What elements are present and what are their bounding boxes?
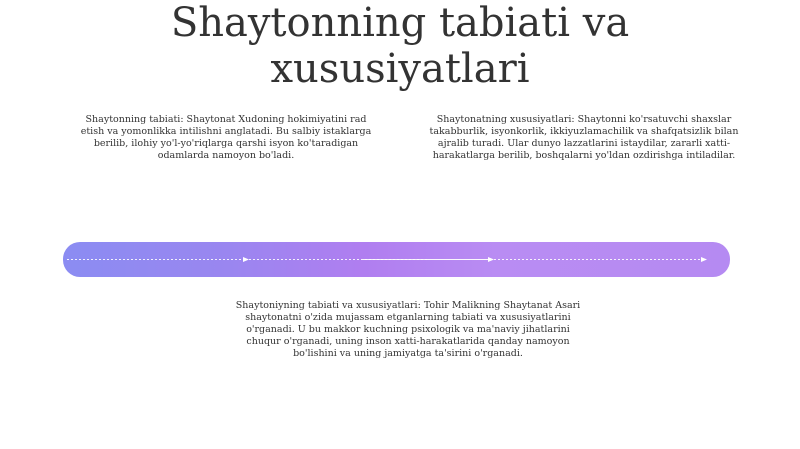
- text-block-nature: Shaytonning tabiati: Shaytonat Xudoning hokimiyatini rad etish va yomonlikka intilishni anglatadi. Bu salbiy istaklarga berilib, ilohiy yo'l-yo'riqlarga qarshi isyon ko'taradigan odamlarda namoyon bo'ladi.: [80, 114, 372, 161]
- timeline-bar: [63, 242, 730, 277]
- page-title: Shaytonning tabiati va xususiyatlari: [170, 0, 630, 92]
- text-block-traits: Shaytonatning xususiyatlari: Shaytonni ko'rsatuvchi shaxslar takabburlik, isyonkorlik, ikkiyuzlamachilik va shafqatsizlik bilan ajralib turadi. Ular dunyo lazzatlarini istaydilar, zararli xatti-harakatlarga berilib, boshqalarni yo'ldan ozdirishga intiladilar.: [429, 114, 739, 161]
- arrow-head-icon: [243, 257, 249, 262]
- arrow-head-icon: [701, 257, 707, 262]
- text-block-work: Shaytoniyning tabiati va xususiyatlari: Tohir Malikning Shaytanat Asari shaytonatni o'zida mujassam etganlarning tabiati va xususiyatlarini o'rganadi. U bu makkor kuchning psixologik va ma'naviy jihatlarini chuqur o'rganadi, uning inson xatti-harakatlarida qanday namoyon bo'lishini va uning jamiyatga ta'sirini o'rganadi.: [235, 300, 581, 359]
- arrow-head-icon: [488, 257, 494, 262]
- timeline-arrows: [63, 242, 730, 277]
